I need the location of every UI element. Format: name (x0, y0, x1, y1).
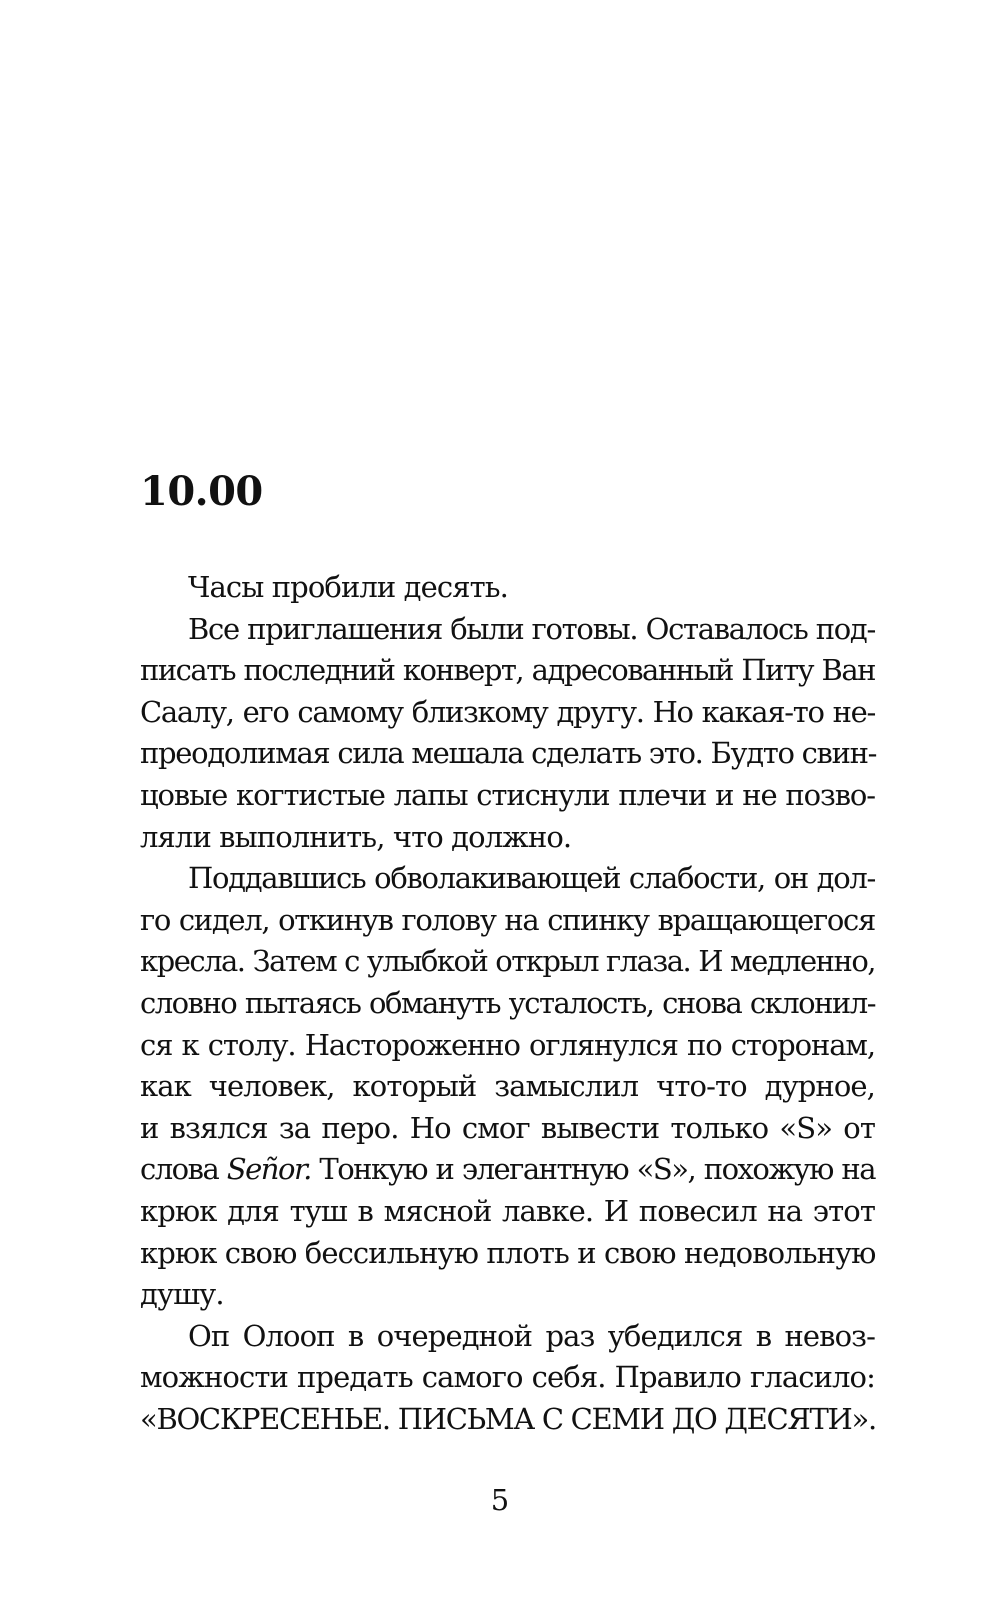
text-fragment: Тонкую и элегантную «S», похожую на (319, 1152, 876, 1187)
text-line: Поддавшись обволакивающей слабости, он дол- (188, 861, 875, 896)
text-fragment: слова (140, 1152, 219, 1187)
text-line: можности предать самого себя. Правило гласило: (140, 1360, 875, 1395)
text-line: Саалу, его самому близкому другу. Но какая-то не- (140, 694, 875, 729)
text-line: го сидел, откинув голову на спинку вращающегося (140, 902, 875, 937)
text-line: душу. (140, 1277, 224, 1312)
text-line-mixed (140, 1149, 875, 1191)
text-line: ся к столу. Настороженно оглянулся по сторонам, (140, 1027, 875, 1062)
chapter-title: 10.00 (140, 468, 263, 515)
text-line: преодолимая сила мешала сделать это. Будто свин- (140, 736, 877, 771)
text-line: кресла. Затем с улыбкой открыл глаза. И медленно, (140, 944, 875, 979)
text-line: Часы пробили десять. (188, 570, 508, 604)
text-line: цовые когтистые лапы стиснули плечи и не позво- (140, 777, 875, 812)
page-number: 5 (490, 1483, 510, 1517)
text-line: ляли выполнить, что должно. (140, 819, 572, 854)
italic-word: Señor. (226, 1152, 311, 1187)
text-line: крюк для туш в мясной лавке. И повесил на этот (140, 1193, 875, 1228)
text-line: крюк свою бессильную плоть и свою недовольную (140, 1235, 876, 1270)
text-line: «ВОСКРЕСЕНЬЕ. ПИСЬМА С СЕМИ ДО ДЕСЯТИ». (140, 1401, 876, 1436)
text-line: как человек, который замыслил что-то дурное, (140, 1069, 875, 1104)
body-text (140, 567, 875, 1440)
text-line: словно пытаясь обмануть усталость, снова склонил- (140, 985, 875, 1020)
text-line: и взялся за перо. Но смог вывести только «S» от (140, 1110, 875, 1145)
text-line: Оп Олооп в очередной раз убедился в невоз- (188, 1318, 875, 1353)
text-line: писать последний конверт, адресованный Питу Ван (140, 653, 875, 688)
text-line: Все приглашения были готовы. Оставалось под- (188, 611, 875, 646)
